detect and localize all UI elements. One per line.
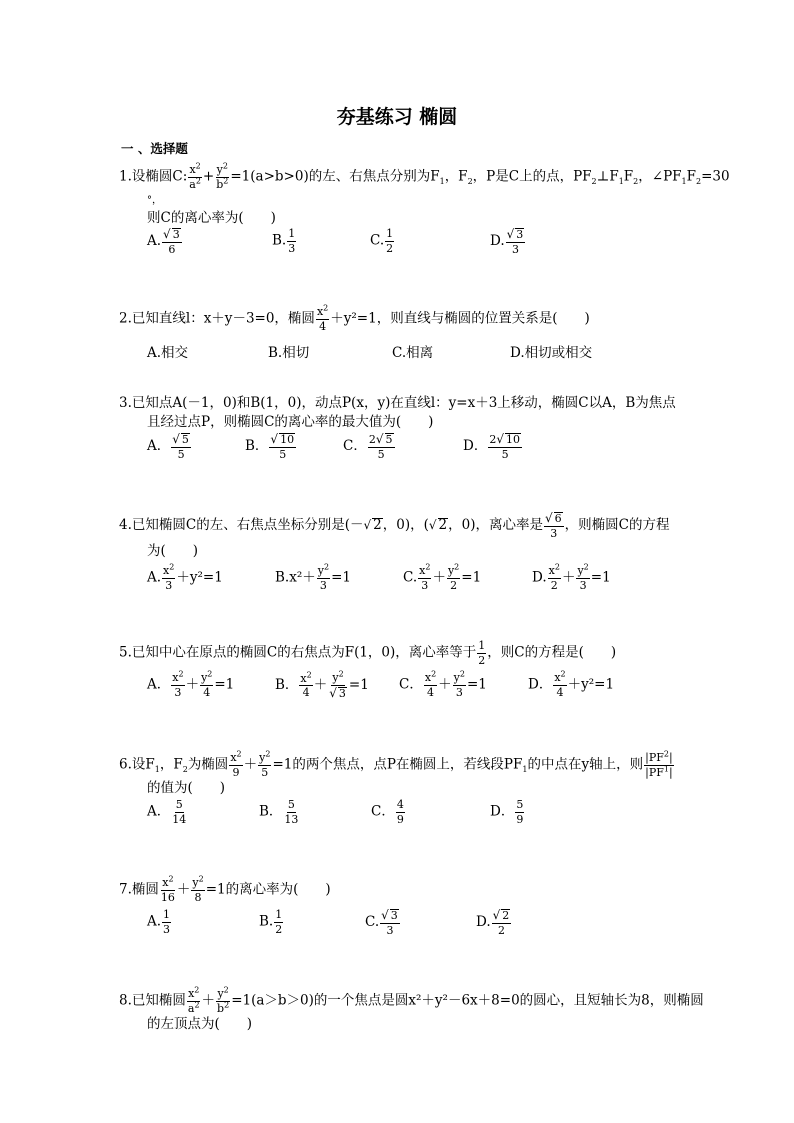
q4-option-a[interactable]: A. $\frac{x^2}{3}$ ＋y²=1 [147, 562, 223, 592]
q1-option-d[interactable]: D. $\frac{√ 3}{3}$ [490, 227, 524, 256]
question-6-line-1: 6.设$F_1$，$F_2$为椭圆 $\frac{x^2}{9}$ ＋ $\frac{y^2}{5}$ =1的两个焦点，点P在椭圆上，若线段$PF_1$的中点在y轴上，则 $\frac{|PF^2|}{|PF^1|}$ [119, 749, 673, 779]
q1-frac-x2a2: $\frac{x^2}{a^2}$ [189, 161, 201, 191]
q2-option-b[interactable]: B.相切 [268, 345, 310, 361]
q5-option-a[interactable]: A． $\frac{x^2}{3}$ ＋ $\frac{y^2}{4}$ =1 [147, 669, 235, 699]
question-8-line-1: 8.已知椭圆 $\frac{x^2}{a^2}$ ＋ $\frac{y^2}{b^2}$ =1(a＞b＞0)的一个焦点是圆x²＋y²－6x＋8=0的圆心，且短轴长为8，则椭圆 [119, 985, 704, 1015]
q5-option-c[interactable]: C． $\frac{x^2}{4}$ ＋ $\frac{y^2}{3}$ =1 [399, 669, 487, 699]
question-2-line-1: 2.已知直线l：x＋y－3=0，椭圆 $\frac{x^2}{4}$ ＋y²=1，则直线与椭圆的位置关系是( ) [119, 303, 590, 333]
page-title: 夯基练习 椭圆 [336, 106, 458, 128]
q2-option-d[interactable]: D.相切或相交 [510, 345, 593, 361]
q1-option-b[interactable]: B. $\frac{1}{3}$ [272, 227, 296, 255]
section-heading: 一 、选择题 [121, 141, 188, 156]
q6-option-b[interactable]: B． $\frac{5}{13}$ [259, 798, 299, 826]
question-4-line-1: 4.已知椭圆C的左、右焦点坐标分别是(－√ 2，0)，(√ 2，0)，离心率是 $\frac{√ 6}{3}$ ，则椭圆C的方程 [119, 511, 670, 540]
q4-option-c[interactable]: C. $\frac{x^2}{3}$ ＋ $\frac{y^2}{2}$ =1 [403, 562, 482, 592]
q1-degree: °， [147, 195, 162, 206]
question-3-line-2: 且经过点P，则椭圆C的离心率的最大值为( ) [147, 414, 434, 430]
question-1-line-2: 则C的离心率为( ) [147, 210, 276, 226]
q7-option-a[interactable]: A. $\frac{1}{3}$ [147, 908, 171, 936]
question-7-line-1: 7.椭圆 $\frac{x^2}{16}$ ＋ $\frac{y^2}{8}$ =1的离心率为( ) [119, 874, 331, 904]
q5-frac: $\frac{1}{2}$ [478, 639, 486, 667]
q3-option-b[interactable]: B． $\frac{√ 10}{5}$ [245, 432, 295, 461]
q4-option-b[interactable]: B.x²＋ $\frac{y^2}{3}$ =1 [275, 562, 351, 592]
q2-option-c[interactable]: C.相离 [392, 345, 434, 361]
q2-frac: $\frac{x^2}{4}$ [316, 303, 329, 333]
question-5-line-1: 5.已知中心在原点的椭圆C的右焦点为F(1，0)，离心率等于 $\frac{1}{2}$ ，则C的方程是( ) [119, 639, 617, 667]
q6-option-d[interactable]: D． $\frac{5}{9}$ [490, 798, 524, 826]
question-3-line-1: 3.已知点A(－1，0)和B(1，0)，动点P(x，y)在直线l：y=x＋3上移动，椭圆C以A，B为焦点 [119, 395, 676, 411]
question-8-line-2: 的左顶点为( ) [147, 1016, 253, 1032]
q3-option-c[interactable]: C． $\frac{2√ 5}{5}$ [343, 432, 393, 461]
q1-frac-y2b2: $\frac{y^2}{b^2}$ [216, 161, 229, 191]
q6-option-a[interactable]: A． $\frac{5}{14}$ [147, 798, 187, 826]
q1-option-a[interactable]: A. $\frac{√ 3}{6}$ [147, 227, 180, 256]
q7-option-c[interactable]: C. $\frac{√ 3}{3}$ [365, 908, 398, 937]
q1-option-c[interactable]: C. $\frac{1}{2}$ [370, 227, 394, 255]
q6-ratio-frac: $\frac{|PF^2|}{|PF^1|}$ [645, 749, 673, 779]
q7-option-d[interactable]: D. $\frac{√ 2}{2}$ [476, 908, 510, 937]
q5-option-b[interactable]: B． $\frac{x^2}{4}$ ＋ $\frac{y^2}{√ 3}$ =1 [275, 669, 369, 700]
q3-option-a[interactable]: A． $\frac{√ 5}{5}$ [147, 432, 189, 461]
q1-lead: 1.设椭圆C: [119, 168, 188, 185]
q5-option-d[interactable]: D． $\frac{x^2}{4}$ ＋y²=1 [528, 669, 615, 699]
q4-eccentricity-frac: $\frac{√ 6}{3}$ [544, 511, 562, 540]
question-6-line-2: 的值为( ) [147, 780, 226, 796]
q7-option-b[interactable]: B. $\frac{1}{2}$ [259, 908, 283, 936]
q6-option-c[interactable]: C． $\frac{4}{9}$ [371, 798, 404, 826]
q2-option-a[interactable]: A.相交 [147, 345, 189, 361]
question-1-line-1: 1.设椭圆C: $\frac{x^2}{a^2}$ + $\frac{y^2}{b^2}$ =1(a>b>0)的左、右焦点分别为$F_1$，$F_2$，P是C上的点，$PF_2\perp F_1F_2$，$\angle PF_1F_2=30$ [119, 161, 730, 191]
q4-option-d[interactable]: D. $\frac{x^2}{2}$ ＋ $\frac{y^2}{3}$ =1 [532, 562, 611, 592]
q3-option-d[interactable]: D． $\frac{2√ 10}{5}$ [463, 432, 520, 461]
question-4-line-2: 为( ) [147, 543, 199, 559]
